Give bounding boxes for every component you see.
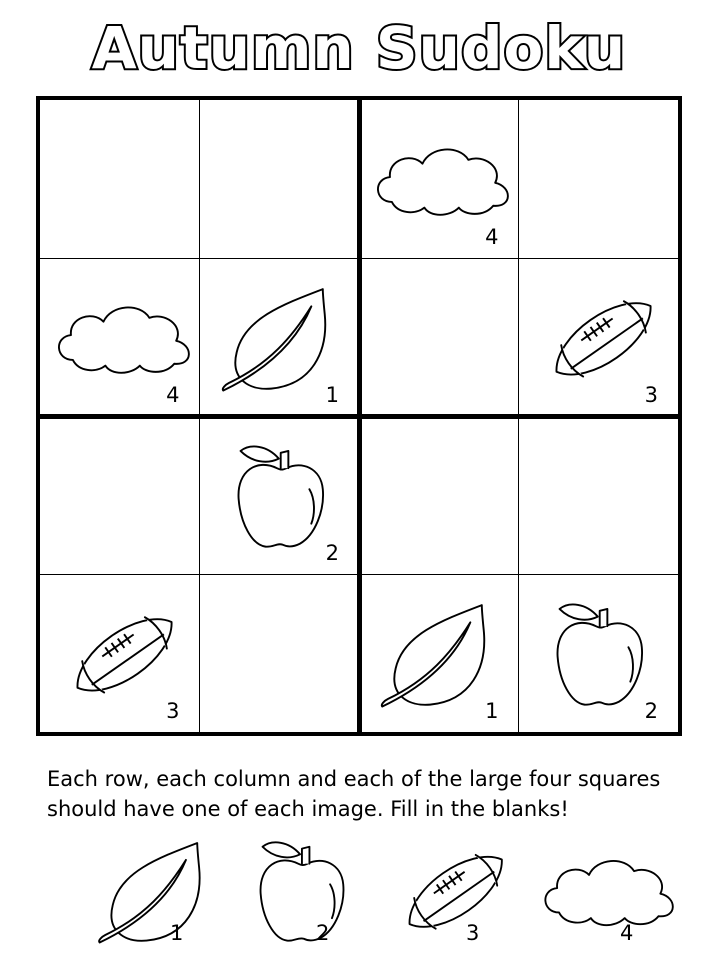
apple-icon: [226, 828, 356, 946]
box-divider-horizontal: [40, 414, 678, 419]
cell-number: 4: [485, 225, 499, 249]
cell-number: 1: [325, 383, 339, 407]
sudoku-cell-r3-c1[interactable]: [48, 422, 192, 566]
football-icon: [376, 828, 506, 946]
grid-line-horizontal: [40, 574, 678, 575]
sudoku-cell-r1-c2[interactable]: [208, 106, 352, 250]
legend-item: [530, 828, 680, 950]
cell-number: 4: [166, 383, 180, 407]
leaf-icon: [80, 828, 210, 946]
sudoku-cell-r4-c2[interactable]: [208, 580, 352, 724]
cell-number: 2: [644, 699, 658, 723]
sudoku-cell-r2-c2: [208, 264, 352, 408]
legend-number: 1: [170, 921, 184, 945]
cell-number: 2: [325, 541, 339, 565]
legend-item: [80, 828, 230, 950]
cell-number: 1: [485, 699, 499, 723]
page-title: Autumn Sudoku: [91, 14, 627, 82]
sudoku-cell-r1-c1[interactable]: [48, 106, 192, 250]
cloud-icon: [530, 828, 660, 946]
sudoku-cell-r4-c4: [527, 580, 671, 724]
sudoku-board: [36, 96, 682, 736]
grid-line-vertical: [518, 100, 519, 732]
icon-legend: [36, 828, 682, 950]
sudoku-cell-r3-c2: [208, 422, 352, 566]
sudoku-cell-r3-c4[interactable]: [527, 422, 671, 566]
sudoku-cell-r2-c3[interactable]: [367, 264, 511, 408]
legend-number: 3: [466, 921, 480, 945]
sudoku-cell-r1-c4[interactable]: [527, 106, 671, 250]
sudoku-cell-r2-c4: [527, 264, 671, 408]
sudoku-cell-r3-c3[interactable]: [367, 422, 511, 566]
legend-item: [376, 828, 526, 950]
instructions-text: Each row, each column and each of the large four squares should have one of each image. Fill in the blanks!: [47, 767, 661, 821]
legend-item: [226, 828, 376, 950]
cell-number: 3: [644, 383, 658, 407]
legend-number: 4: [620, 921, 634, 945]
legend-number: 2: [316, 921, 330, 945]
sudoku-cell-r2-c1: [48, 264, 192, 408]
sudoku-cell-r4-c1: [48, 580, 192, 724]
cell-number: 3: [166, 699, 180, 723]
sudoku-cell-r1-c3: [367, 106, 511, 250]
sudoku-cell-r4-c3: [367, 580, 511, 724]
